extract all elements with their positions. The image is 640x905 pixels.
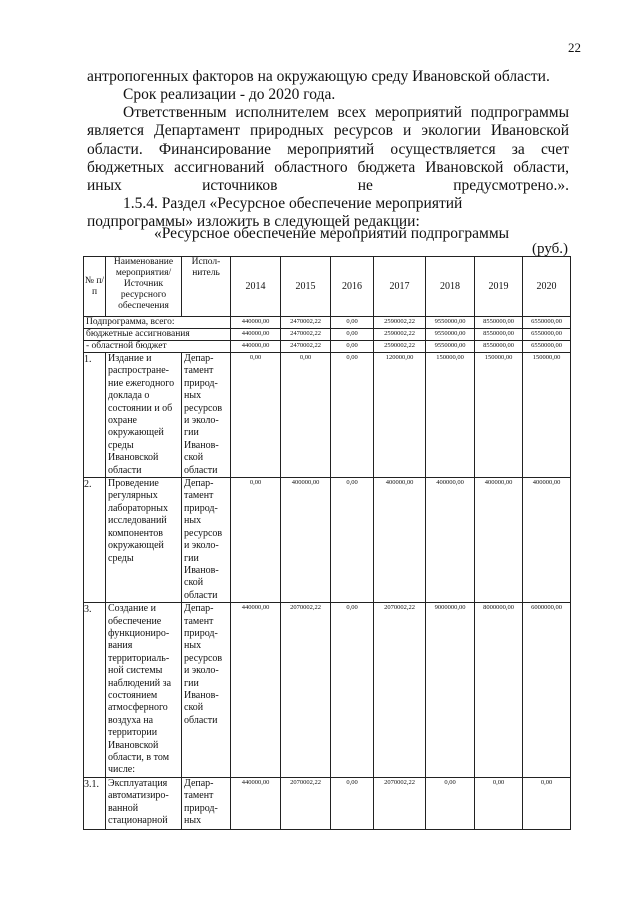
summary-label: - областной бюджет [84,341,231,353]
item-value: 400000,00 [426,478,475,603]
summary-value: 0,00 [331,317,374,329]
item-executor: Депар-тамент природ-ных [182,777,231,829]
item-value: 0,00 [331,353,374,478]
item-number: 1. [84,353,106,478]
summary-value: 8550000,00 [475,341,523,353]
table-row-item-1 [84,353,571,478]
item-value: 0,00 [281,353,331,478]
item-executor: Депар-тамент природ-ных ресурсов и эколо-гии Иванов-ской области [182,478,231,603]
item-value: 0,00 [231,353,281,478]
item-value: 440000,00 [231,603,281,778]
item-value: 6000000,00 [523,603,571,778]
table-caption: «Ресурсное обеспечение мероприятий подпрограммы [154,225,510,242]
header-executor: Испол-нитель [182,257,231,317]
item-value: 2070002,22 [281,603,331,778]
summary-value: 9550000,00 [426,317,475,329]
paragraph-deadline: Срок реализации - до 2020 года. [123,86,336,103]
item-name: Создание и обеспечение функциониро-вания территориаль-ной системы наблюдений за состоянием атмосферного воздуха на территории Ивановской области, в том числе: [106,603,182,778]
header-year: 2014 [231,257,281,317]
item-number: 2. [84,478,106,603]
summary-value: 9550000,00 [426,341,475,353]
summary-value: 440000,00 [231,317,281,329]
item-name: Эксплуатация автоматизиро-ванной стационарной [106,777,182,829]
item-value: 440000,00 [231,777,281,829]
paragraph-responsible: Ответственным исполнителем всех мероприятий подпрограммы является Департамент природных ресурсов и экологии Ивановской области. Финансирование мероприятий осуществляется за счет бюджетных ассигнований областного бюджета Ивановской области, иных источников не предусмотрено.». [87,104,569,195]
summary-value: 2590002,22 [374,329,426,341]
summary-label: Подпрограмма, всего: [84,317,231,329]
summary-value: 2470002,22 [281,329,331,341]
summary-value: 440000,00 [231,341,281,353]
header-year: 2016 [331,257,374,317]
summary-value: 6550000,00 [523,341,571,353]
item-value: 9000000,00 [426,603,475,778]
header-year: 2018 [426,257,475,317]
item-value: 0,00 [331,777,374,829]
header-year: 2020 [523,257,571,317]
summary-row-total [84,317,571,329]
item-executor: Депар-тамент природ-ных ресурсов и эколо-гии Иванов-ской области [182,603,231,778]
item-value: 150000,00 [523,353,571,478]
table-row-item-2 [84,478,571,603]
item-value: 150000,00 [475,353,523,478]
item-value: 400000,00 [281,478,331,603]
summary-value: 440000,00 [231,329,281,341]
summary-value: 8550000,00 [475,329,523,341]
header-num: № п/п [84,257,106,317]
item-value: 0,00 [231,478,281,603]
item-value: 400000,00 [523,478,571,603]
item-number: 3. [84,603,106,778]
item-number: 3.1. [84,777,106,829]
page-number: 22 [568,40,581,55]
item-name: Издание и распростране-ние ежегодного доклада о состоянии и об охране окружающей среды Ивановской области [106,353,182,478]
summary-value: 9550000,00 [426,329,475,341]
item-value: 2070002,22 [281,777,331,829]
item-value: 0,00 [331,603,374,778]
summary-value: 2590002,22 [374,317,426,329]
summary-value: 0,00 [331,329,374,341]
resource-table [83,256,571,830]
header-year: 2017 [374,257,426,317]
header-name: Наименование мероприятия/ Источник ресурсного обеспечения [106,257,182,317]
summary-label: бюджетные ассигнования [84,329,231,341]
paragraph-continuation: антропогенных факторов на окружающую среду Ивановской области. [87,68,550,85]
item-value: 8000000,00 [475,603,523,778]
item-name: Проведение регулярных лабораторных исследований компонентов окружающей среды [106,478,182,603]
item-value: 400000,00 [475,478,523,603]
summary-value: 2590002,22 [374,341,426,353]
item-value: 150000,00 [426,353,475,478]
item-value: 0,00 [475,777,523,829]
table-row-item-3-1 [84,777,571,829]
item-value: 2070002,22 [374,603,426,778]
summary-value: 8550000,00 [475,317,523,329]
summary-value: 6550000,00 [523,317,571,329]
summary-value: 6550000,00 [523,329,571,341]
table-row-item-3 [84,603,571,778]
item-value: 0,00 [426,777,475,829]
header-year: 2015 [281,257,331,317]
item-value: 0,00 [523,777,571,829]
summary-row-budget [84,329,571,341]
table-header-row [84,257,571,317]
summary-value: 2470002,22 [281,317,331,329]
currency-unit: (руб.) [532,241,568,257]
item-value: 120000,00 [374,353,426,478]
paragraph-section-change: 1.5.4. Раздел «Ресурсное обеспечение мероприятий подпрограммы» изложить в следующей редакции: [87,195,463,231]
header-year: 2019 [475,257,523,317]
item-value: 400000,00 [374,478,426,603]
summary-row-regional [84,341,571,353]
summary-value: 0,00 [331,341,374,353]
item-value: 2070002,22 [374,777,426,829]
item-value: 0,00 [331,478,374,603]
item-executor: Депар-тамент природ-ных ресурсов и эколо-гии Иванов-ской области [182,353,231,478]
summary-value: 2470002,22 [281,341,331,353]
